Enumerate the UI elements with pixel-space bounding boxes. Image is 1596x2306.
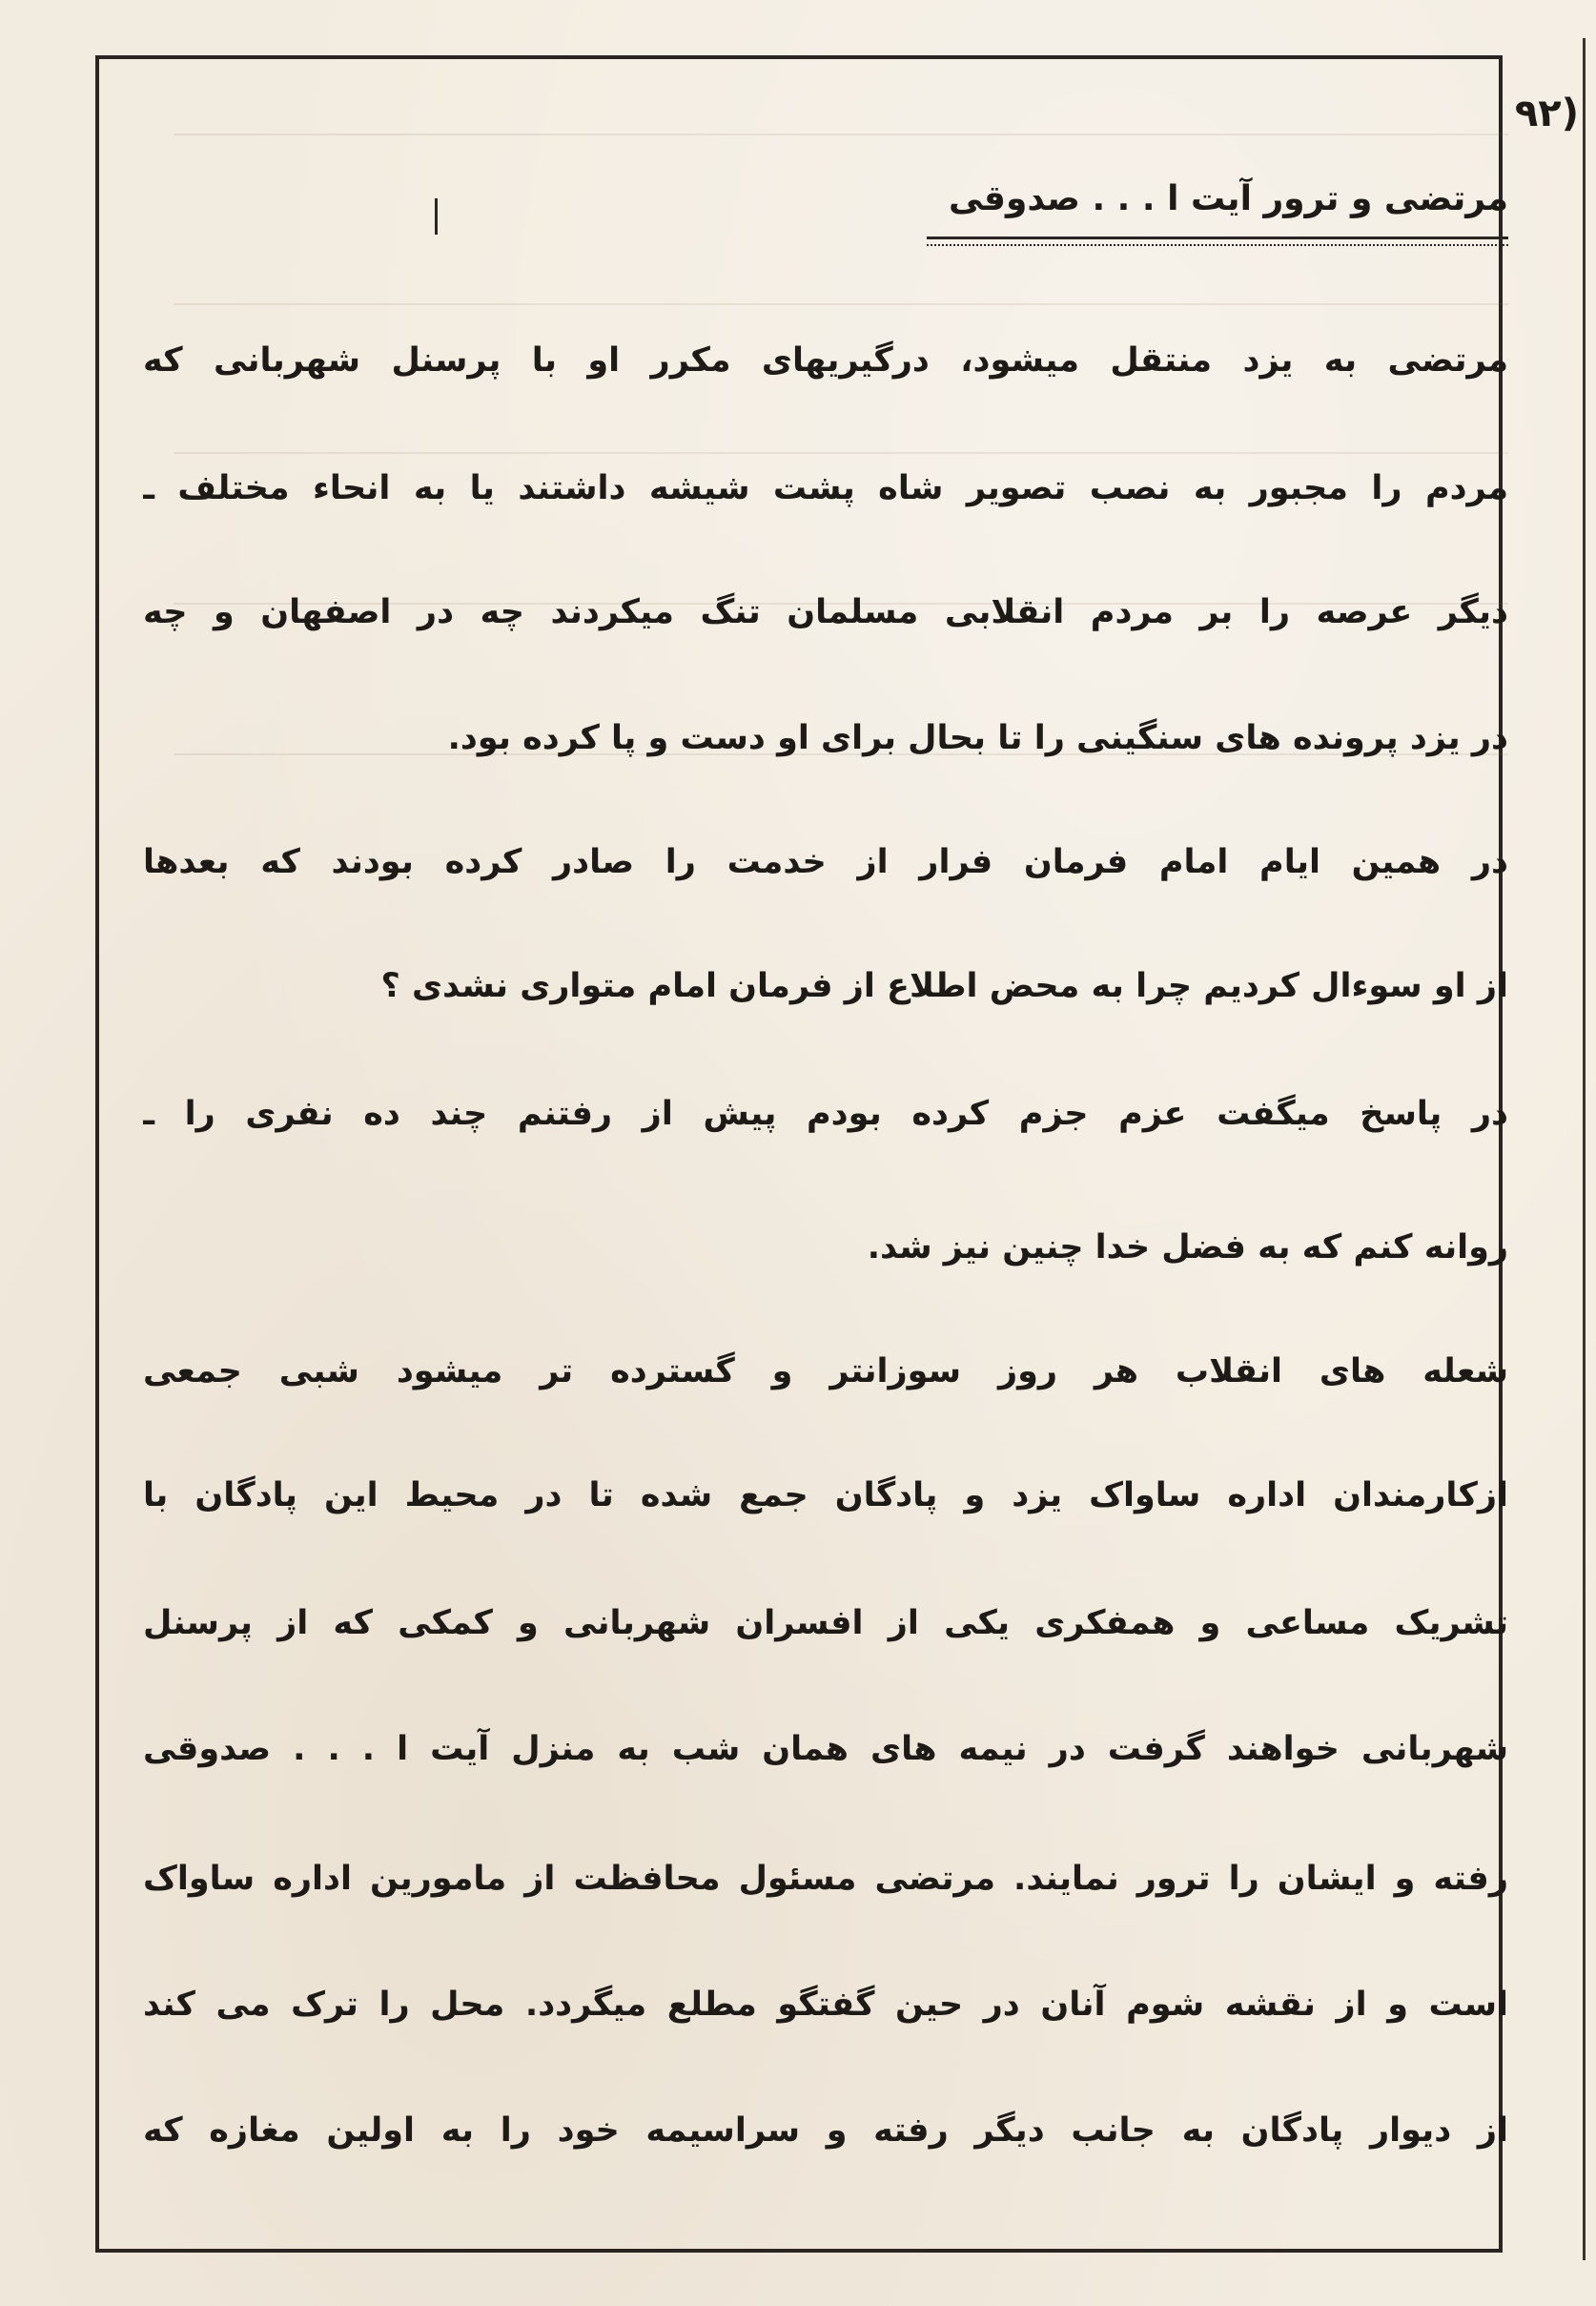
- text-line-2: مردم را مجبور به نصب تصویر شاه پشت شیشه داشتند یا به انحاء مختلف ـ: [143, 469, 1508, 507]
- bleed-through-text: [174, 134, 1508, 135]
- section-heading: مرتضی و ترور آیت ا . . . صدوقی: [948, 179, 1508, 218]
- text-line-11: تشریک مساعی و همفکری یکی از افسران شهربانی و کمکی که از پرسنل: [143, 1604, 1508, 1642]
- pen-mark: [435, 198, 438, 235]
- page-number: (٩٢: [1514, 92, 1579, 135]
- text-line-4: در یزد پرونده های سنگینی را تا بحال برای او دست و پا کرده بود.: [447, 719, 1508, 757]
- heading-underline: [927, 237, 1508, 239]
- text-line-1: مرتضی به یزد منتقل میشود، درگیریهای مکرر او با پرسنل شهربانی که: [143, 341, 1508, 380]
- text-line-6: از او سوءال کردیم چرا به محض اطلاع از فرمان امام متواری نشدی ؟: [380, 967, 1508, 1005]
- text-line-10: ازکارمندان اداره ساواک یزد و پادگان جمع شده تا در محیط این پادگان با: [143, 1476, 1508, 1514]
- text-line-9: شعله های انقلاب هر روز سوزانتر و گسترده تر میشود شبی جمعی: [143, 1352, 1508, 1390]
- heading-underline-dotted: [927, 244, 1508, 246]
- text-line-3: دیگر عرصه را بر مردم انقلابی مسلمان تنگ میکردند چه در اصفهان و چه: [143, 593, 1508, 631]
- bleed-through-text: [174, 452, 1508, 454]
- page-edge-line: [1583, 38, 1586, 2260]
- text-line-5: در همین ایام امام فرمان فرار از خدمت را صادر کرده بودند که بعدها: [143, 843, 1508, 881]
- page-border: [95, 55, 1503, 2253]
- text-line-8: روانه کنم که به فضل خدا چنین نیز شد.: [867, 1228, 1508, 1266]
- text-line-15: از دیوار پادگان به جانب دیگر رفته و سراسیمه خود را به اولین مغازه که: [143, 2111, 1508, 2150]
- text-line-12: شهربانی خواهند گرفت در نیمه های همان شب به منزل آیت ا . . . صدوقی: [143, 1730, 1508, 1768]
- text-line-7: در پاسخ میگفت عزم جزم کرده بودم پیش از رفتنم چند ده نفری را ـ: [143, 1095, 1508, 1133]
- text-line-13: رفته و ایشان را ترور نمایند. مرتضی مسئول محافظت از مامورین اداره ساواک: [143, 1860, 1508, 1898]
- bleed-through-text: [174, 303, 1508, 305]
- text-line-14: است و از نقشه شوم آنان در حین گفتگو مطلع میگردد. محل را ترک می کند: [143, 1986, 1508, 2024]
